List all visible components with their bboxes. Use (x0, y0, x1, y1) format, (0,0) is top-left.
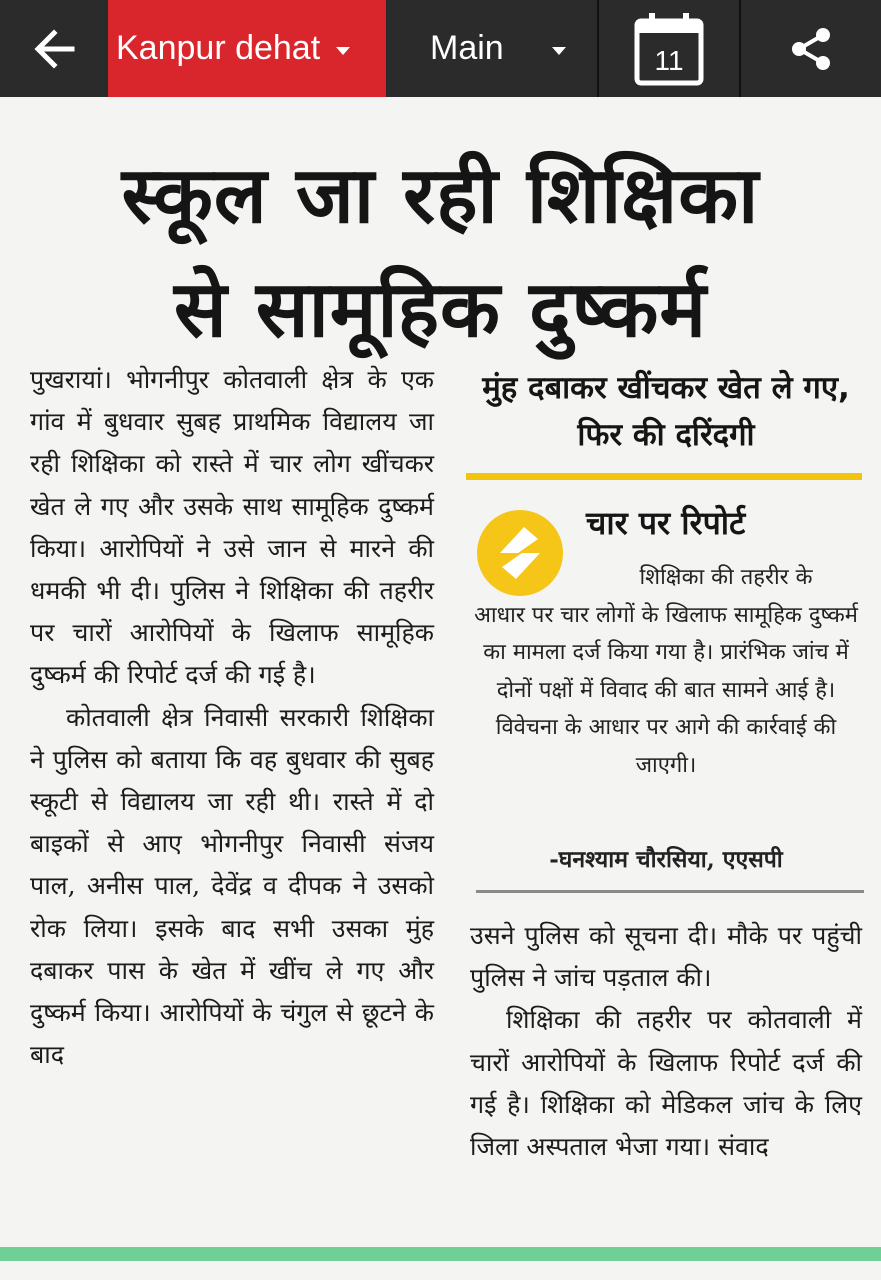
green-bottom-bar (0, 1247, 881, 1261)
body-paragraph: कोतवाली क्षेत्र निवासी सरकारी शिक्षिका ने पुलिस को बताया कि वह बुधवार की सुबह स्कूटी से विद्यालय जा रही थी। रास्ते में दो बाइकों से आए भोगनीपुर निवासी संजय पाल, अनीस पाल, देवेंद्र व दीपक ने उसको रोक लिया। इसके बाद सभी उसका मुंह दबाकर पास के खेत में खींच ले गए और दुष्कर्म किया। आरोपियों के चंगुल से छूटने के बाद (30, 702, 434, 1070)
quote-box (472, 559, 860, 784)
subheading: मुंह दबाकर खींचकर खेत ले गए, फिर की दरिंदगी (482, 370, 850, 453)
gray-rule (476, 890, 864, 893)
edition-label: Main (430, 29, 504, 67)
headline-line2: से सामूहिक दुष्कर्म (173, 265, 708, 355)
share-icon (788, 26, 834, 72)
article-left-column (30, 359, 434, 1076)
article-right-column (470, 915, 862, 1168)
body-paragraph: उसने पुलिस को सूचना दी। मौके पर पहुंची पुलिस ने जांच पड़ताल की। (470, 921, 862, 993)
quote-text: आधार पर चार लोगों के खिलाफ सामूहिक दुष्कर्म का मामला दर्ज किया गया है। प्रारंभिक जांच में दोनों पक्षों में विवाद की बात सामने आई है। विवेचना के आधार पर आगे की कार्रवाई की जाएगी। (474, 602, 858, 778)
back-button[interactable] (0, 0, 108, 97)
yellow-rule (466, 473, 862, 480)
caret-down-icon (552, 47, 566, 55)
quote-byline: -घनश्याम चौरसिया, एएसपी (549, 846, 783, 873)
share-button[interactable] (741, 0, 881, 97)
city-dropdown[interactable] (108, 0, 386, 97)
top-app-bar (0, 0, 881, 97)
quote-title: चार पर रिपोर्ट (586, 504, 746, 542)
body-paragraph: पुखरायां। भोगनीपुर कोतवाली क्षेत्र के एक गांव में बुधवार सुबह प्राथमिक विद्यालय जा रही शिक्षिका को रास्ते में चार लोग खींचकर खेत ले गए और उसके साथ सामूहिक दुष्कर्म किया। आरोपियों ने उसे जान से मारने की धमकी भी दी। पुलिस ने शिक्षिका की तहरीर पर चारों आरोपियों के खिलाफ सामूहिक दुष्कर्म की रिपोर्ट दर्ज की गई है। (30, 365, 434, 690)
arrow-left-icon (32, 27, 76, 71)
news-clipping (0, 97, 881, 1280)
date-picker-button[interactable] (599, 0, 739, 97)
body-paragraph: शिक्षिका की तहरीर पर कोतवाली में चारों आरोपियों के खिलाफ रिपोर्ट दर्ज की गई है। शिक्षिका को मेडिकल जांच के लिए जिला अस्पताल भेजा गया। संवाद (470, 1005, 862, 1162)
calendar-icon (633, 11, 705, 87)
quote-text: शिक्षिका की तहरीर के (639, 565, 813, 590)
city-label: Kanpur dehat (116, 29, 321, 67)
calendar-day: 11 (654, 44, 684, 76)
headline-line1: स्कूल जा रही शिक्षिका (121, 151, 760, 241)
caret-down-icon (336, 47, 350, 55)
edition-dropdown[interactable] (386, 0, 597, 97)
